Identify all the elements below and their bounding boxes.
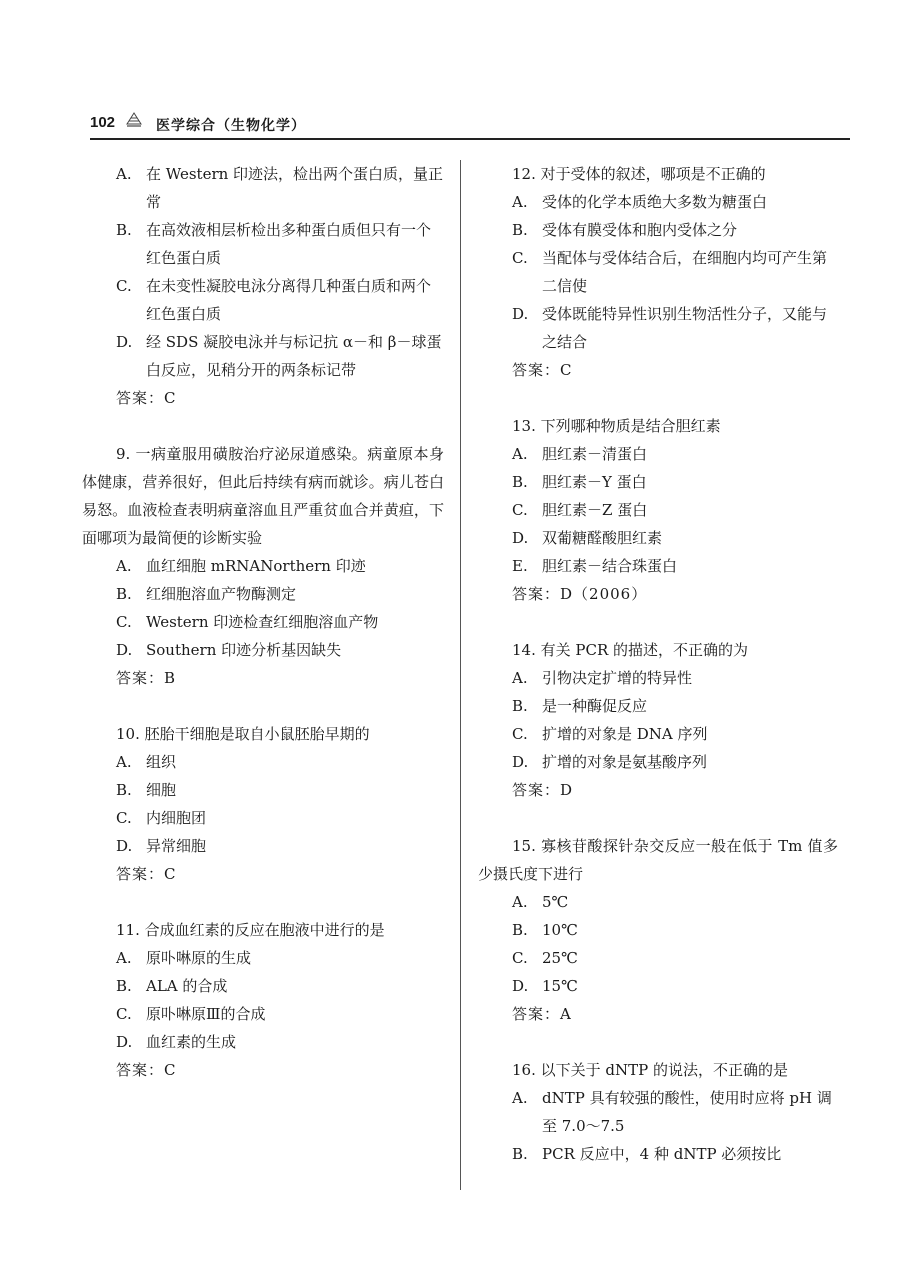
q12-stem: 12. 对于受体的叙述，哪项是不正确的: [512, 165, 766, 183]
q14-option-c: C. 扩增的对象是 DNA 序列: [512, 725, 708, 743]
q10-stem: 10. 胚胎干细胞是取自小鼠胚胎早期的: [116, 725, 370, 743]
q14-option-a: A. 引物决定扩增的特异性: [512, 669, 693, 687]
page-number: 102: [90, 114, 116, 131]
q8-option-c: C. 在未变性凝胶电泳分离得几种蛋白质和两个红色蛋白质: [116, 277, 432, 323]
q8-option-a: A. 在 Western 印迹法，检出两个蛋白质，量正常: [116, 165, 444, 211]
q15-option-d: D. 15℃: [512, 977, 578, 995]
q12-option-a: A. 受体的化学本质绝大多数为糖蛋白: [512, 193, 768, 211]
q10-option-d: D. 异常细胞: [116, 837, 207, 855]
q9-option-a: A. 血红细胞 mRNANorthern 印迹: [116, 557, 366, 575]
question-14: [478, 636, 838, 804]
q13-stem: 13. 下列哪种物质是结合胆红素: [512, 417, 721, 435]
question-11: [82, 916, 444, 1084]
left-column: [82, 160, 444, 1112]
q10-option-b: B. 细胞: [116, 781, 177, 799]
book-title: 医学综合（生物化学）: [156, 118, 306, 134]
q9-option-b: B. 红细胞溶血产物酶测定: [116, 585, 297, 603]
q16-stem: 16. 以下关于 dNTP 的说法，不正确的是: [512, 1061, 788, 1079]
q14-stem: 14. 有关 PCR 的描述，不正确的为: [512, 641, 749, 659]
q14-option-b: B. 是一种酶促反应: [512, 697, 648, 715]
q12-option-d: D. 受体既能特异性识别生物活性分子，又能与之结合: [512, 305, 828, 351]
page-header: [90, 112, 850, 136]
q13-option-b: B. 胆红素－Y 蛋白: [512, 473, 647, 491]
q8-option-b: B. 在高效液相层析检出多种蛋白质但只有一个红色蛋白质: [116, 221, 432, 267]
q15-stem: 15. 寡核苷酸探针杂交反应一般在低于 Tm 值多少摄氏度下进行: [478, 837, 838, 883]
q11-option-b: B. ALA 的合成: [116, 977, 228, 995]
q10-option-c: C. 内细胞团: [116, 809, 207, 827]
question-9: [82, 440, 444, 692]
question-13: [478, 412, 838, 608]
right-column: [478, 160, 838, 1168]
q10-answer: 答案：C: [116, 865, 177, 883]
q12-option-b: B. 受体有膜受体和胞内受体之分: [512, 221, 738, 239]
q11-option-a: A. 原卟啉原的生成: [116, 949, 252, 967]
q11-stem: 11. 合成血红素的反应在胞液中进行的是: [116, 921, 385, 939]
book-stack-icon: [126, 112, 142, 128]
column-divider: [460, 160, 461, 1190]
q13-option-a: A. 胆红素－清蛋白: [512, 445, 648, 463]
q13-option-d: D. 双葡糖醛酸胆红素: [512, 529, 663, 547]
question-12: [478, 160, 838, 384]
header-rule: [90, 138, 850, 140]
question-8: [82, 160, 444, 412]
q16-option-a: A. dNTP 具有较强的酸性，使用时应将 pH 调至 7.0～7.5: [512, 1089, 832, 1135]
q12-answer: 答案：C: [512, 361, 573, 379]
question-16: [478, 1056, 838, 1168]
q14-answer: 答案：D: [512, 781, 574, 799]
question-15: [478, 832, 838, 1028]
q15-answer: 答案：A: [512, 1005, 572, 1023]
q9-option-d: D. Southern 印迹分析基因缺失: [116, 641, 342, 659]
q15-option-c: C. 25℃: [512, 949, 578, 967]
q16-option-b: B. PCR 反应中，4 种 dNTP 必须按比: [512, 1145, 782, 1163]
q11-option-d: D. 血红素的生成: [116, 1033, 237, 1051]
q13-answer: 答案：D（2006）: [512, 585, 648, 603]
q9-answer: 答案：B: [116, 669, 177, 687]
q9-option-c: C. Western 印迹检查红细胞溶血产物: [116, 613, 379, 631]
q15-option-b: B. 10℃: [512, 921, 578, 939]
question-10: [82, 720, 444, 888]
q8-answer: 答案：C: [116, 389, 177, 407]
q14-option-d: D. 扩增的对象是氨基酸序列: [512, 753, 708, 771]
q13-option-e: E. 胆红素－结合珠蛋白: [512, 557, 678, 575]
q9-stem: 9. 一病童服用磺胺治疗泌尿道感染。病童原本身体健康，营养很好，但此后持续有病而就诊。病儿苍白易怒。血液检查表明病童溶血且严重贫血合并黄疸，下面哪项为最简便的诊断实验: [82, 445, 444, 547]
q13-option-c: C. 胆红素－Z 蛋白: [512, 501, 648, 519]
q11-answer: 答案：C: [116, 1061, 177, 1079]
q10-option-a: A. 组织: [116, 753, 177, 771]
q12-option-c: C. 当配体与受体结合后，在细胞内均可产生第二信使: [512, 249, 828, 295]
q11-option-c: C. 原卟啉原Ⅲ的合成: [116, 1005, 266, 1023]
q8-option-d: D. 经 SDS 凝胶电泳并与标记抗 α－和 β－球蛋白反应，见稍分开的两条标记带: [116, 333, 442, 379]
q15-option-a: A. 5℃: [512, 893, 569, 911]
